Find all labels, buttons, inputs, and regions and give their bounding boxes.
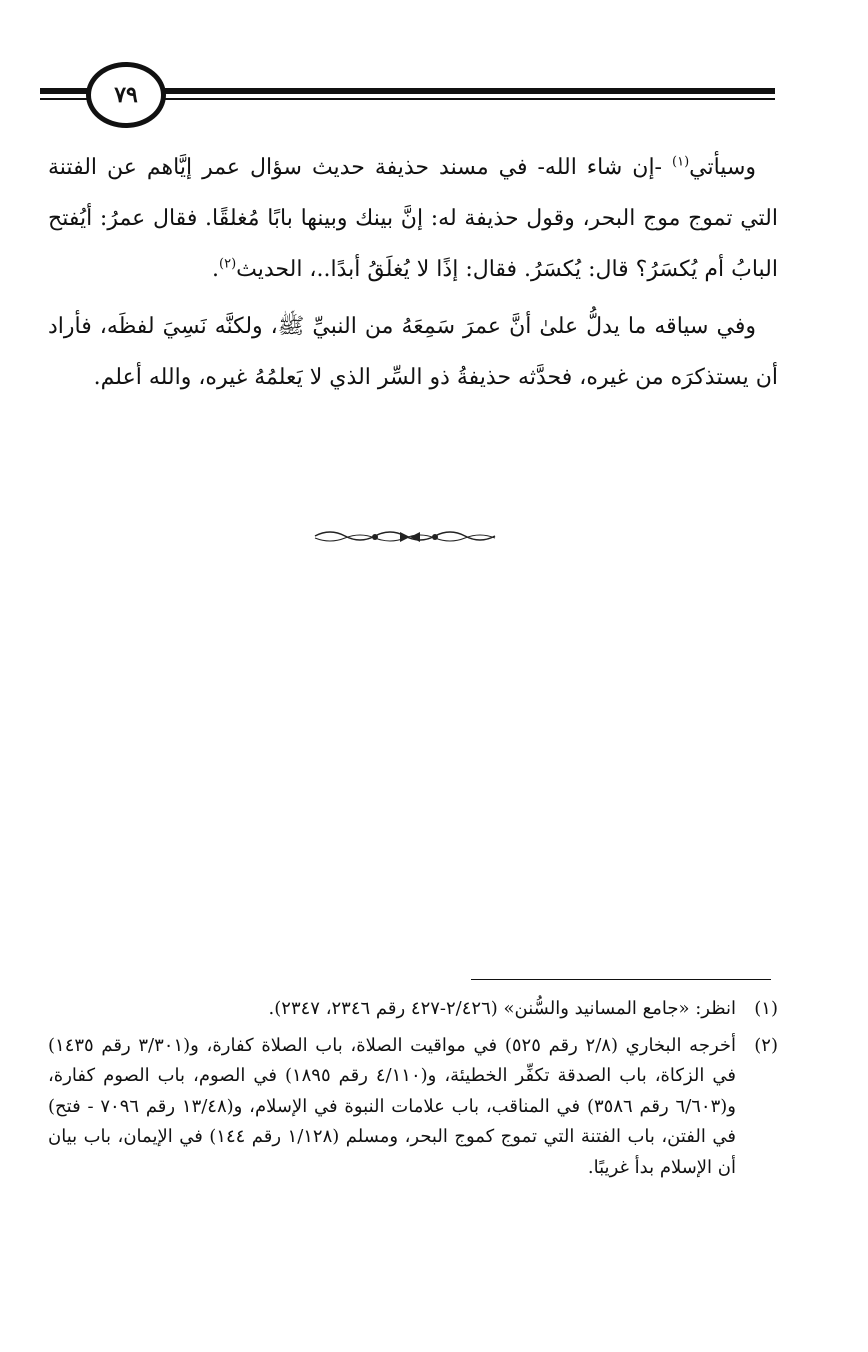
footnote-ref-1[interactable]: (١) bbox=[672, 154, 690, 170]
footnote-number: (٢) bbox=[754, 1034, 778, 1056]
footnote-text: أخرجه البخاري (٢/٨ رقم ٥٢٥) في مواقيت الصلاة، باب الصلاة كفارة، و(٣/٣٠١ رقم ١٤٣٥) في الزكاة، باب الصدقة تكفِّر الخطيئة، و(٤/١١٠ رقم ١٨٩٥) في الصوم، باب الصوم كفارة، و(٦/٦٠٣ رقم ٣٥٨٦) في المناقب، باب علامات النبوة في الإسلام، و(١٣/٤٨ رقم ٧٠٩٦ - فتح) في الفتن، باب الفتنة التي تموج كموج البحر، ومسلم (١/١٢٨ رقم ١٤٤) في الإيمان، باب بيان أن الإسلام بدأ غريبًا. bbox=[48, 1034, 736, 1178]
footnote-ref-2[interactable]: (٢) bbox=[219, 256, 237, 272]
paragraph-1-text: -إن شاء الله- في مسند حذيفة حديث سؤال عمر إيَّاهم عن الفتنة التي تموج موج البحر، وقول حذيفة له: إنَّ بينك وبينها بابًا مُغلقًا. فقال عمرُ: أيُفتح البابُ أم يُكسَرُ؟ قال: يُكسَرُ. فقال: إذًا لا يُغلَقُ أبدًا..، الحديث bbox=[48, 155, 778, 282]
paragraph-1 bbox=[48, 142, 778, 295]
footnote-separator bbox=[471, 979, 771, 980]
page-number: ٧٩ bbox=[86, 62, 166, 128]
footnote-text: انظر: «جامع المسانيد والسُّنن» (٢/٤٢٦-٤٢٧ رقم ٢٣٤٦، ٢٣٤٧). bbox=[268, 998, 736, 1019]
header-rule-left-thin bbox=[40, 98, 92, 100]
header-rule-right bbox=[160, 88, 775, 94]
footnotes bbox=[48, 994, 778, 1189]
page-header bbox=[40, 62, 775, 132]
paragraph-2: وفي سياقه ما يدلُّ علىٰ أنَّ عمرَ سَمِعَهُ من النبيِّ ﷺ، ولكنَّه نَسِيَ لفظَه، فأراد أن يستذكرَه من غيره، فحدَّثه حذيفةُ ذو السِّر الذي لا يَعلمُهُ غيره، والله أعلم. bbox=[48, 314, 778, 390]
footnote-1 bbox=[48, 994, 778, 1025]
header-rule-right-thin bbox=[160, 98, 775, 100]
paragraph-1-end: . bbox=[212, 257, 219, 282]
footnote-number: (١) bbox=[754, 998, 778, 1019]
footnote-2 bbox=[48, 1031, 778, 1184]
decorative-divider-icon bbox=[310, 526, 510, 546]
paragraph-1-start: وسيأتي bbox=[689, 155, 756, 180]
header-rule-left bbox=[40, 88, 92, 94]
main-text bbox=[48, 142, 778, 409]
